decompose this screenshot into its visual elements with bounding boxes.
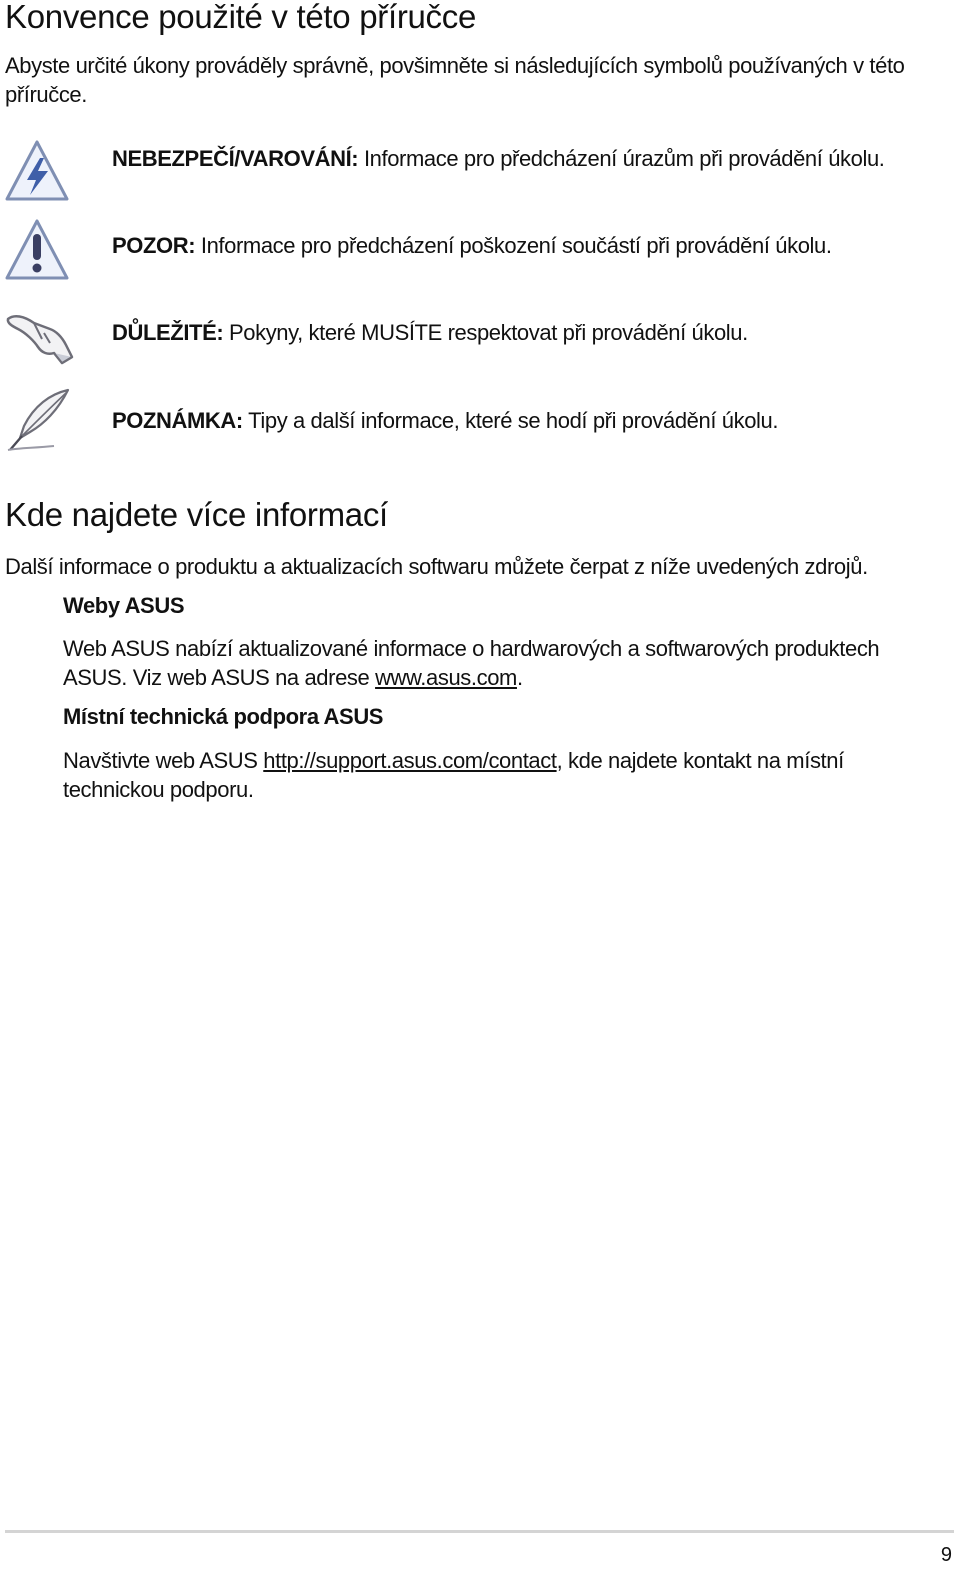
notice-note xyxy=(112,406,912,435)
more-info-intro: Další informace o produktu a aktualizacích softwaru můžete čerpat z níže uvedených zdrojů. xyxy=(5,554,868,579)
notice-text: Tipy a další informace, které se hodí při provádění úkolu. xyxy=(242,408,779,433)
note-quill-icon xyxy=(4,386,74,456)
asus-support-link[interactable]: http://support.asus.com/contact xyxy=(263,748,557,773)
notice-label: DŮLEŽITÉ: xyxy=(112,320,224,345)
caution-exclamation-icon xyxy=(4,218,70,282)
asus-website-link[interactable]: www.asus.com xyxy=(375,665,517,690)
more-info-heading: Kde najdete více informací xyxy=(5,496,388,533)
notice-caution xyxy=(112,231,912,260)
asus-support-text-after: , kde najdete kontakt na místní technickou podporu. xyxy=(63,748,844,802)
important-hand-icon xyxy=(4,307,76,365)
notice-text: Pokyny, které MUSÍTE respektovat při provádění úkolu. xyxy=(223,320,748,345)
notice-label: POZNÁMKA: xyxy=(112,408,243,433)
notice-label: POZOR: xyxy=(112,233,196,258)
notice-label: NEBEZPEČÍ/VAROVÁNÍ: xyxy=(112,146,359,171)
notice-text: Informace pro předcházení poškození součástí při provádění úkolu. xyxy=(195,233,832,258)
conventions-heading: Konvence použité v této příručce xyxy=(5,0,477,35)
conventions-intro: Abyste určité úkony prováděly správně, povšimněte si následujících symbolů používaných v této příručce. xyxy=(5,53,905,107)
notice-important xyxy=(112,318,912,347)
asus-web-text-after: . xyxy=(516,665,523,690)
notice-text: Informace pro předcházení úrazům při provádění úkolu. xyxy=(358,146,885,171)
warning-lightning-icon xyxy=(4,139,70,203)
notice-warning xyxy=(112,144,912,173)
asus-web-heading: Weby ASUS xyxy=(63,593,185,618)
footer-divider xyxy=(5,1530,954,1533)
asus-support-text-before: Navštivte web ASUS xyxy=(63,748,264,773)
asus-support-text xyxy=(63,746,933,804)
page-number: 9 xyxy=(940,1544,952,1566)
asus-web-text xyxy=(63,634,933,692)
asus-web-text-before: Web ASUS nabízí aktualizované informace o hardwarových a softwarových produktech ASUS. Viz web ASUS na adrese xyxy=(63,636,880,690)
asus-support-heading: Místní technická podpora ASUS xyxy=(63,704,384,729)
